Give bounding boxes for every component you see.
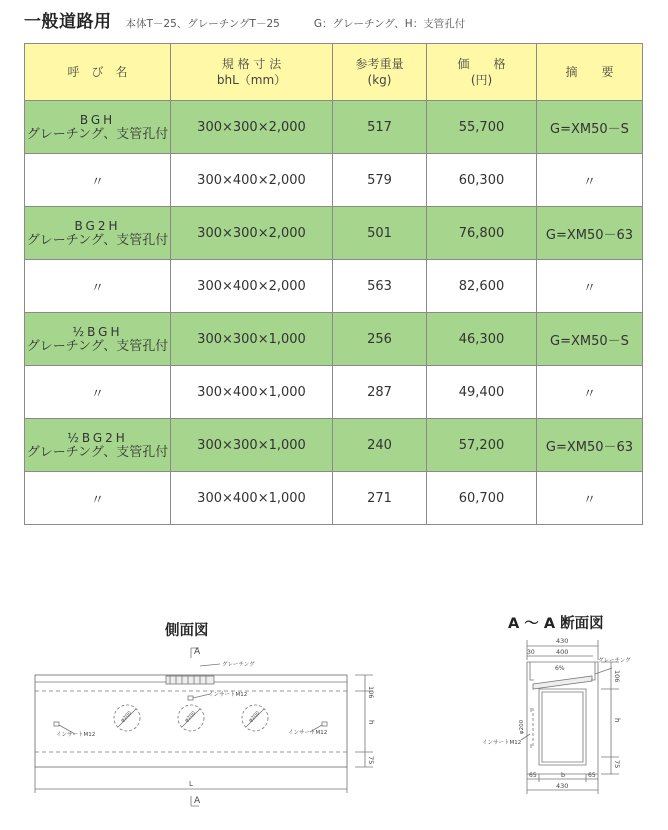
- cell-price: 49,400: [427, 366, 537, 419]
- section-view-title: A ～ A 断面図: [508, 616, 604, 632]
- cell-weight: 563: [333, 260, 427, 313]
- cell-weight: 240: [333, 419, 427, 472]
- sec-hole-label: φ200: [519, 719, 525, 734]
- col-header-name: 呼 び 名: [25, 44, 171, 101]
- side-section-mark-top: A: [194, 647, 201, 657]
- side-dim-75: 75: [367, 756, 375, 765]
- cell-note: 〃: [537, 472, 643, 525]
- col-header-size: 規 格 寸 法 bhL（mm）: [171, 44, 333, 101]
- cell-weight: 501: [333, 207, 427, 260]
- abbreviation-legend: G：グレーチング、H：支管孔付: [313, 18, 466, 30]
- cell-size: 300×300×2,000: [171, 207, 333, 260]
- sec-dim-30: 30: [527, 649, 535, 656]
- side-hole-label-2: φ200: [183, 710, 198, 724]
- cell-note: 〃: [537, 366, 643, 419]
- sec-slope: 6%: [555, 665, 565, 672]
- cell-weight: 517: [333, 101, 427, 154]
- sec-dim-430-top: 430: [556, 637, 569, 645]
- cell-price: 46,300: [427, 313, 537, 366]
- side-dim-106: 106: [367, 686, 375, 699]
- cell-note: 〃: [537, 154, 643, 207]
- side-dim-L: L: [189, 780, 193, 788]
- col-header-price: 価 格 (円): [427, 44, 537, 101]
- side-view-title: 側面図: [165, 623, 209, 639]
- sec-dim-h: h: [613, 718, 621, 723]
- cell-size: 300×400×1,000: [171, 366, 333, 419]
- sec-dim-b: b: [561, 771, 566, 779]
- cell-price: 57,200: [427, 419, 537, 472]
- cell-size: 300×300×2,000: [171, 101, 333, 154]
- page-subtitle: 本体T－25、グレーチングT－25: [125, 18, 280, 30]
- side-insert-label-left: インサートM12: [56, 732, 96, 738]
- cell-price: 82,600: [427, 260, 537, 313]
- cell-name: BG2H グレーチング、支管孔付: [25, 207, 171, 260]
- cell-weight: 287: [333, 366, 427, 419]
- cell-price: 60,300: [427, 154, 537, 207]
- side-hole-label-1: φ200: [119, 710, 134, 724]
- cell-weight: 271: [333, 472, 427, 525]
- cell-weight: 579: [333, 154, 427, 207]
- sec-dim-65-left: 65: [529, 772, 537, 779]
- cell-name: 〃: [25, 260, 171, 313]
- side-dim-h: h: [367, 720, 375, 725]
- page-title: 一般道路用: [24, 12, 112, 32]
- cell-price: 55,700: [427, 101, 537, 154]
- cell-weight: 256: [333, 313, 427, 366]
- side-grating-label: グレーチング: [222, 662, 255, 668]
- side-insert-label-top: インサートM12: [208, 692, 248, 698]
- cell-name: 〃: [25, 366, 171, 419]
- cell-name: ½BGH グレーチング、支管孔付: [25, 313, 171, 366]
- cell-price: 76,800: [427, 207, 537, 260]
- cell-note: G=XM50－S: [537, 101, 643, 154]
- cell-note: G=XM50－63: [537, 207, 643, 260]
- sec-dim-65-right: 65: [588, 772, 596, 779]
- cell-name: 〃: [25, 154, 171, 207]
- side-section-mark-bottom: A: [194, 796, 201, 806]
- side-insert-label-right: インサートM12: [288, 730, 328, 736]
- sec-dim-430-bottom: 430: [556, 782, 569, 790]
- sec-grating-label: グレーチング: [598, 658, 631, 664]
- cell-name: BGH グレーチング、支管孔付: [25, 101, 171, 154]
- col-header-weight: 参考重量 (kg): [333, 44, 427, 101]
- sec-dim-400: 400: [556, 648, 569, 656]
- cell-note: G=XM50－63: [537, 419, 643, 472]
- sec-insert-label: インサートM12: [482, 740, 522, 746]
- cell-note: G=XM50－S: [537, 313, 643, 366]
- sec-dim-75: 75: [613, 760, 621, 769]
- cell-note: 〃: [537, 260, 643, 313]
- cell-size: 300×400×1,000: [171, 472, 333, 525]
- cell-name: ½BG2H グレーチング、支管孔付: [25, 419, 171, 472]
- side-hole-label-3: φ200: [247, 710, 262, 724]
- cell-price: 60,700: [427, 472, 537, 525]
- col-header-note: 摘 要: [537, 44, 643, 101]
- cell-size: 300×400×2,000: [171, 260, 333, 313]
- cell-name: 〃: [25, 472, 171, 525]
- cell-size: 300×400×2,000: [171, 154, 333, 207]
- cell-size: 300×300×1,000: [171, 419, 333, 472]
- cell-size: 300×300×1,000: [171, 313, 333, 366]
- sec-dim-106: 106: [613, 670, 621, 683]
